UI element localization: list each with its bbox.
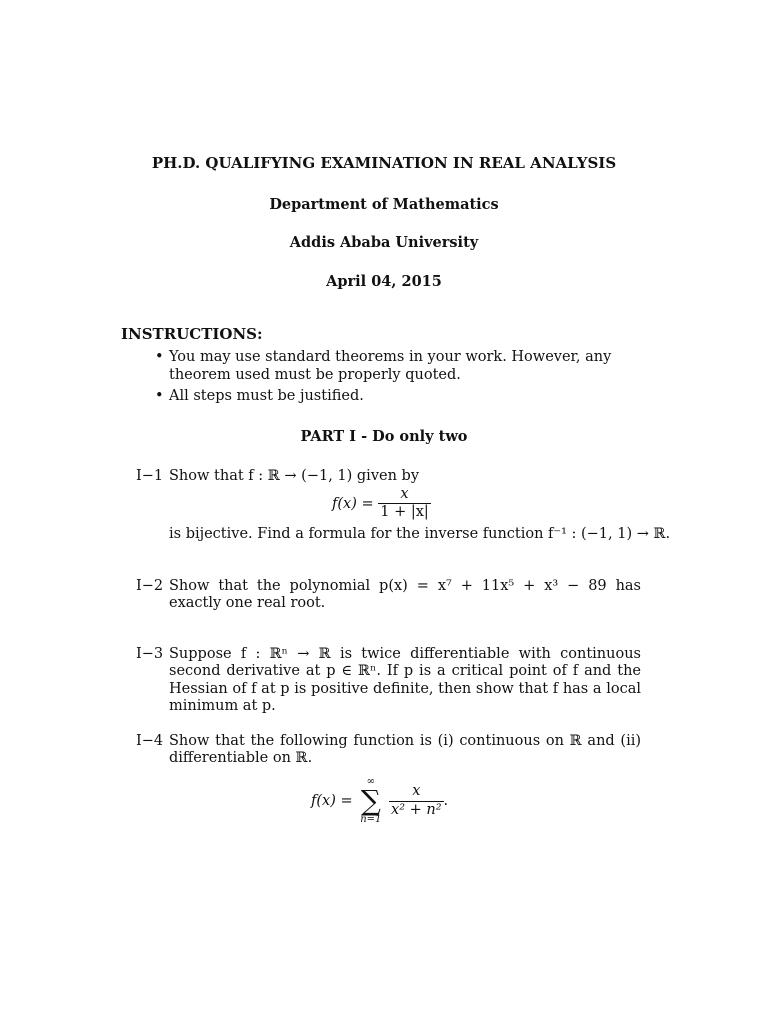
instruction-item: • You may use standard theorems in your work. However, any theorem used must be properly quoted. bbox=[155, 348, 645, 384]
sum-lower-limit: n=1 bbox=[360, 814, 382, 825]
sum-upper-limit: ∞ bbox=[366, 776, 375, 787]
instruction-item: • All steps must be justified. bbox=[155, 387, 645, 405]
exam-date: April 04, 2015 bbox=[326, 273, 442, 290]
sum-symbol: ∑ bbox=[360, 784, 381, 817]
problem-text: Show that the polynomial p(x) = x⁷ + 11x⁵ + x³ − 89 has exactly one real root. bbox=[169, 578, 641, 612]
problem-continuation: is bijective. Find a formula for the inverse function f⁻¹ : (−1, 1) → ℝ. bbox=[169, 526, 671, 542]
problem-label: I−3 bbox=[136, 646, 164, 662]
problem-i-1 bbox=[136, 468, 671, 542]
university-name: Addis Ababa University bbox=[289, 234, 479, 251]
problem-label: I−1 bbox=[136, 468, 164, 484]
instructions-heading: INSTRUCTIONS: bbox=[121, 325, 263, 343]
fraction-numerator: x bbox=[412, 783, 421, 800]
problem-text: Show that f : ℝ → (−1, 1) given by bbox=[169, 468, 420, 484]
problem-label: I−4 bbox=[136, 733, 164, 749]
problem-i-4 bbox=[136, 733, 641, 825]
equation-lhs: f(x) = bbox=[332, 495, 374, 512]
instructions-list bbox=[155, 348, 645, 408]
fraction-denominator: x² + n² bbox=[391, 801, 442, 818]
fraction-numerator: x bbox=[400, 486, 409, 502]
fraction bbox=[378, 486, 431, 522]
equation-lhs: f(x) = bbox=[311, 793, 353, 809]
equation-period: . bbox=[443, 793, 449, 809]
equation-f bbox=[332, 486, 431, 522]
department-name: Department of Mathematics bbox=[269, 196, 499, 213]
problem-label: I−2 bbox=[136, 578, 164, 594]
problem-i-2 bbox=[136, 578, 641, 613]
fraction-denominator: 1 + |x| bbox=[380, 504, 429, 521]
problem-i-3 bbox=[136, 646, 641, 716]
fraction bbox=[389, 783, 444, 819]
equation-series bbox=[311, 777, 448, 825]
summation bbox=[360, 777, 381, 825]
exam-title: PH.D. QUALIFYING EXAMINATION IN REAL ANALYSIS bbox=[151, 154, 617, 172]
problem-text: Show that the following function is (i) continuous on ℝ and (ii) differentiable on ℝ. bbox=[169, 733, 641, 767]
problem-text: Suppose f : ℝⁿ → ℝ is twice differentiable with continuous second derivative at p ∈ ℝⁿ. If p is a critical point of f and the Hessian of f at p is positive definite, then show that f has a local minimum at p. bbox=[169, 646, 641, 715]
part-heading: PART I - Do only two bbox=[300, 428, 468, 445]
